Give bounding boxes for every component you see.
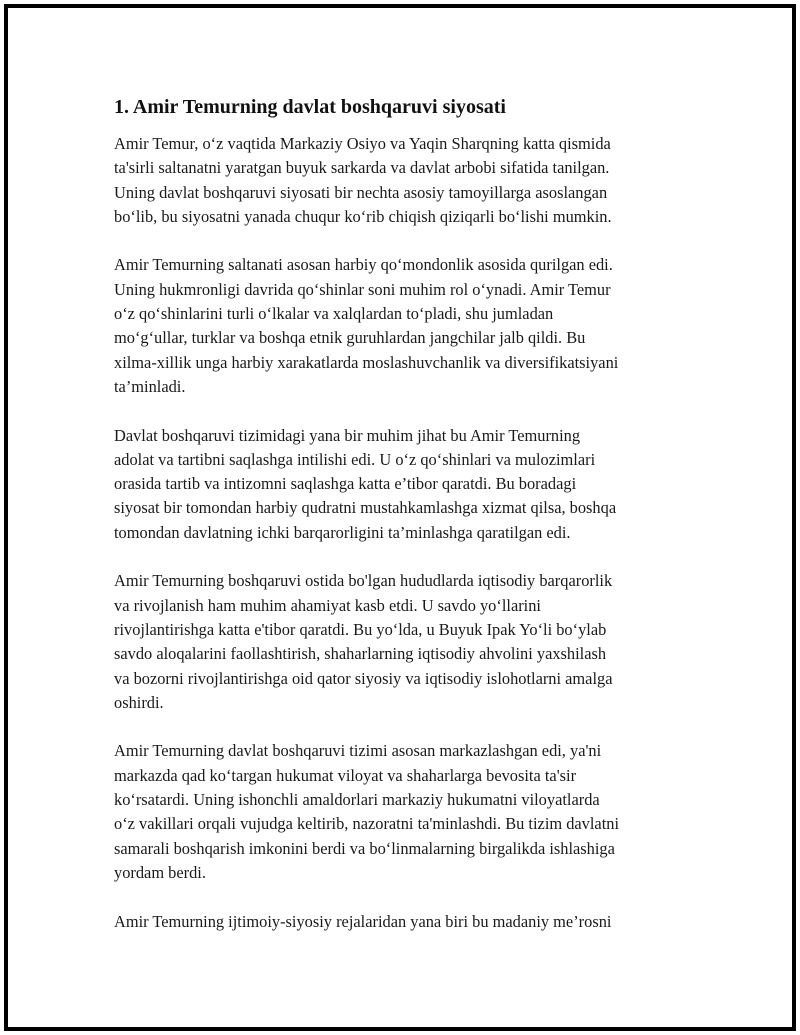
text-line: samarali boshqarish imkonini berdi va bo‘linmalarning birgalikda ishlashiga [114, 838, 615, 858]
text-line: adolat va tartibni saqlashga intilishi edi. U o‘z qo‘shinlari va mulozimlari [114, 449, 596, 469]
paragraph-3 [114, 424, 694, 545]
text-line: markazda qad ko‘targan hukumat viloyat va shaharlarga bevosita ta'sir [114, 765, 577, 785]
text-line: ta’minladi. [114, 376, 186, 396]
text-line: xilma-xillik unga harbiy xarakatlarda moslashuvchanlik va diversifikatsiyani [114, 352, 619, 372]
paragraph-6 [114, 910, 694, 934]
text-line: oshirdi. [114, 692, 164, 712]
text-line: Davlat boshqaruvi tizimidagi yana bir muhim jihat bu Amir Temurning [114, 425, 581, 445]
text-line: savdo aloqalarini faollashtirish, shaharlarning iqtisodiy ahvolini yaxshilash [114, 644, 607, 664]
paragraph-4 [114, 569, 694, 715]
text-line: yordam berdi. [114, 862, 206, 882]
text-line: bo‘lib, bu siyosatni yanada chuqur ko‘rib chiqish qiziqarli bo‘lishi mumkin. [114, 206, 612, 226]
paragraph-5 [114, 739, 694, 885]
text-line: Uning hukmronligi davrida qo‘shinlar soni muhim rol o‘ynadi. Amir Temur [114, 279, 611, 299]
text-line: o‘z vakillari orqali vujudga keltirib, nazoratni ta'minlashdi. Bu tizim davlatni [114, 814, 620, 834]
text-line: orasida tartib va intizomni saqlashga katta e’tibor qaratdi. Bu boradagi [114, 474, 577, 494]
text-line: o‘z qo‘shinlarini turli o‘lkalar va xalqlardan to‘pladi, shu jumladan [114, 304, 554, 324]
paragraph-1 [114, 132, 694, 229]
text-line: Amir Temurning boshqaruvi ostida bo'lgan hududlarda iqtisodiy barqarorlik [114, 571, 613, 591]
text-line: Amir Temur, o‘z vaqtida Markaziy Osiyo va Yaqin Sharqning katta qismida [114, 134, 611, 153]
text-line: siyosat bir tomondan harbiy qudratni mustahkamlashga xizmat qilsa, boshqa [114, 498, 617, 518]
text-line: rivojlantirishga katta e'tibor qaratdi. Bu yo‘lda, u Buyuk Ipak Yo‘li bo‘ylab [114, 619, 607, 639]
text-line: Amir Temurning davlat boshqaruvi tizimi asosan markazlashgan edi, ya'ni [114, 741, 602, 761]
text-line: va bozorni rivojlantirishga oid qator siyosiy va iqtisodiy islohotlarni amalga [114, 668, 613, 688]
section-heading: 1. Amir Temurning davlat boshqaruvi siyosati [114, 96, 506, 118]
text-line: Uning davlat boshqaruvi siyosati bir nechta asosiy tamoyillarga asoslangan [114, 182, 608, 202]
text-line: Amir Temurning saltanati asosan harbiy qo‘mondonlik asosida qurilgan edi. [114, 255, 613, 275]
text-line: va rivojlanish ham muhim ahamiyat kasb etdi. U savdo yo‘llarini [114, 595, 541, 615]
document-body [114, 94, 694, 958]
text-line: ko‘rsatardi. Uning ishonchli amaldorlari markaziy hukumatni viloyatlarda [114, 790, 600, 810]
text-line: mo‘g‘ullar, turklar va boshqa etnik guruhlardan jangchilar jalb qildi. Bu [114, 328, 586, 348]
paragraph-2 [114, 253, 694, 399]
text-line: ta'sirli saltanatni yaratgan buyuk sarkarda va davlat arbobi sifatida tanilgan. [114, 158, 610, 178]
text-line: Amir Temurning ijtimoiy-siyosiy rejalaridan yana biri bu madaniy me’rosni [114, 911, 612, 931]
text-line: tomondan davlatning ichki barqarorligini ta’minlashga qaratilgan edi. [114, 522, 571, 542]
